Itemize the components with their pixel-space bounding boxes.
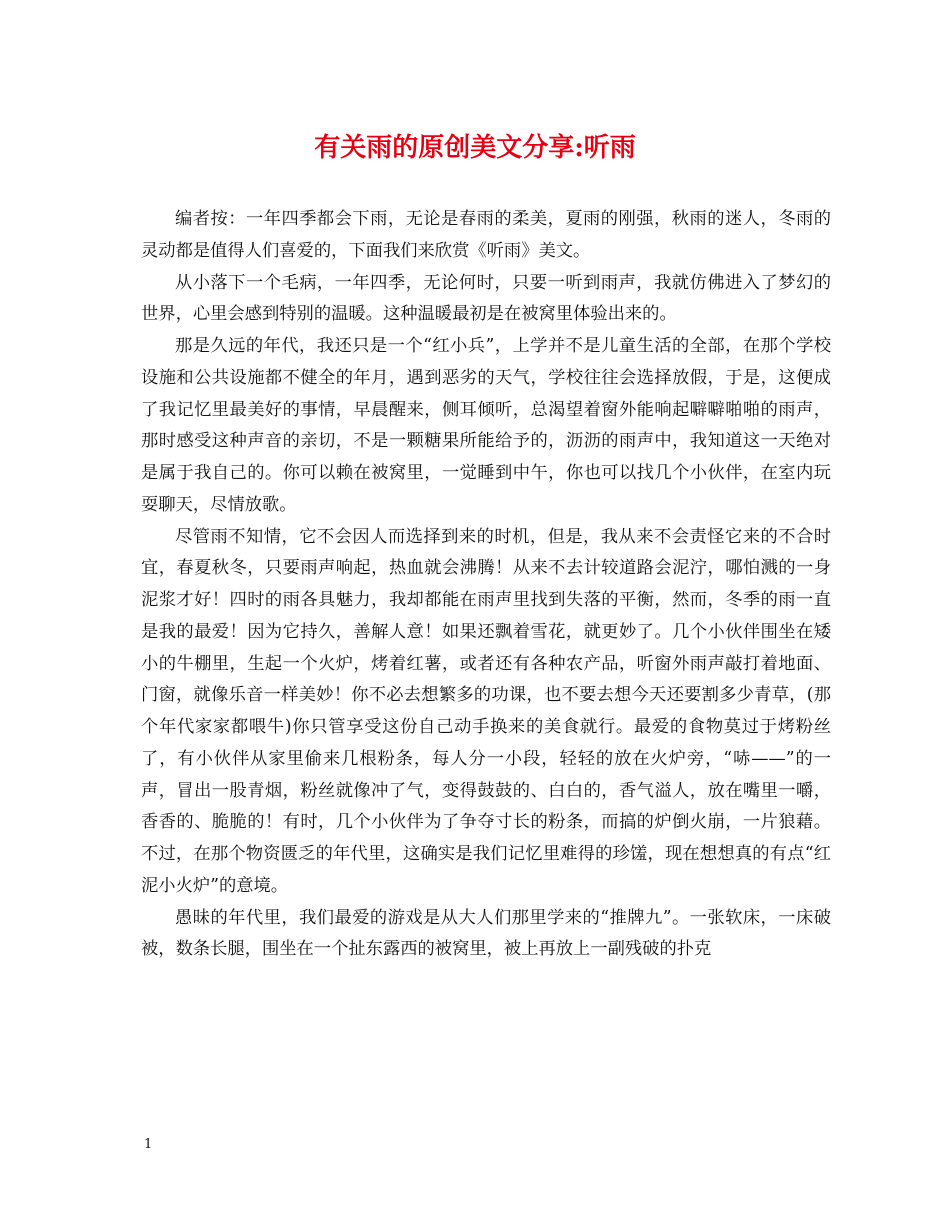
article-body	[141, 204, 831, 966]
page-number: 1	[144, 1137, 153, 1152]
body-paragraph: 尽管雨不知情，它不会因人而选择到来的时机，但是，我从来不会责怪它来的不合时宜，春夏秋冬，只要雨声响起，热血就会沸腾！从来不去计较道路会泥泞，哪怕溅的一身泥浆才好！四时的雨各具魅力，我却都能在雨声里找到失落的平衡，然而，冬季的雨一直是我的最爱！因为它持久，善解人意！如果还飘着雪花，就更妙了。几个小伙伴围坐在矮小的牛棚里，生起一个火炉，烤着红薯，或者还有各种农产品，听窗外雨声敲打着地面、门窗，就像乐音一样美妙！你不必去想繁多的功课，也不要去想今天还要割多少青草，(那个年代家家都喂牛)你只管享受这份自己动手换来的美食就行。最爱的食物莫过于烤粉丝了，有小伙伴从家里偷来几根粉条，每人分一小段，轻轻的放在火炉旁，“哧——”的一声，冒出一股青烟，粉丝就像冲了气，变得鼓鼓的、白白的，香气溢人，放在嘴里一嚼，香香的、脆脆的！有时，几个小伙伴为了争夺寸长的粉条，而搞的炉倒火崩，一片狼藉。不过，在那个物资匮乏的年代里，这确实是我们记忆里难得的珍馐，现在想想真的有点“红泥小火炉”的意境。	[141, 526, 831, 896]
editor-note-paragraph: 编者按：一年四季都会下雨，无论是春雨的柔美，夏雨的刚强，秋雨的迷人，冬雨的灵动都是值得人们喜爱的，下面我们来欣赏《听雨》美文。	[141, 209, 831, 261]
body-paragraph: 愚昧的年代里，我们最爱的游戏是从大人们那里学来的“推牌九”。一张软床，一床破被，数条长腿，围坐在一个扯东露西的被窝里，被上再放上一副残破的扑克	[141, 907, 831, 960]
body-paragraph: 那是久远的年代，我还只是一个“红小兵”，上学并不是儿童生活的全部，在那个学校设施和公共设施都不健全的年月，遇到恶劣的天气，学校往往会选择放假，于是，这便成了我记忆里最美好的事情，早晨醒来，侧耳倾听，总渴望着窗外能响起噼噼啪啪的雨声，那时感受这种声音的亲切，不是一颗糖果所能给予的，沥沥的雨声中，我知道这一天绝对是属于我自己的。你可以赖在被窝里，一觉睡到中午，你也可以找几个小伙伴，在室内玩耍聊天，尽情放歌。	[141, 336, 831, 515]
document-title: 有关雨的原创美文分享:听雨	[314, 133, 636, 163]
body-paragraph: 从小落下一个毛病，一年四季，无论何时，只要一听到雨声，我就仿佛进入了梦幻的世界，心里会感到特别的温暖。这种温暖最初是在被窝里体验出来的。	[141, 272, 831, 325]
